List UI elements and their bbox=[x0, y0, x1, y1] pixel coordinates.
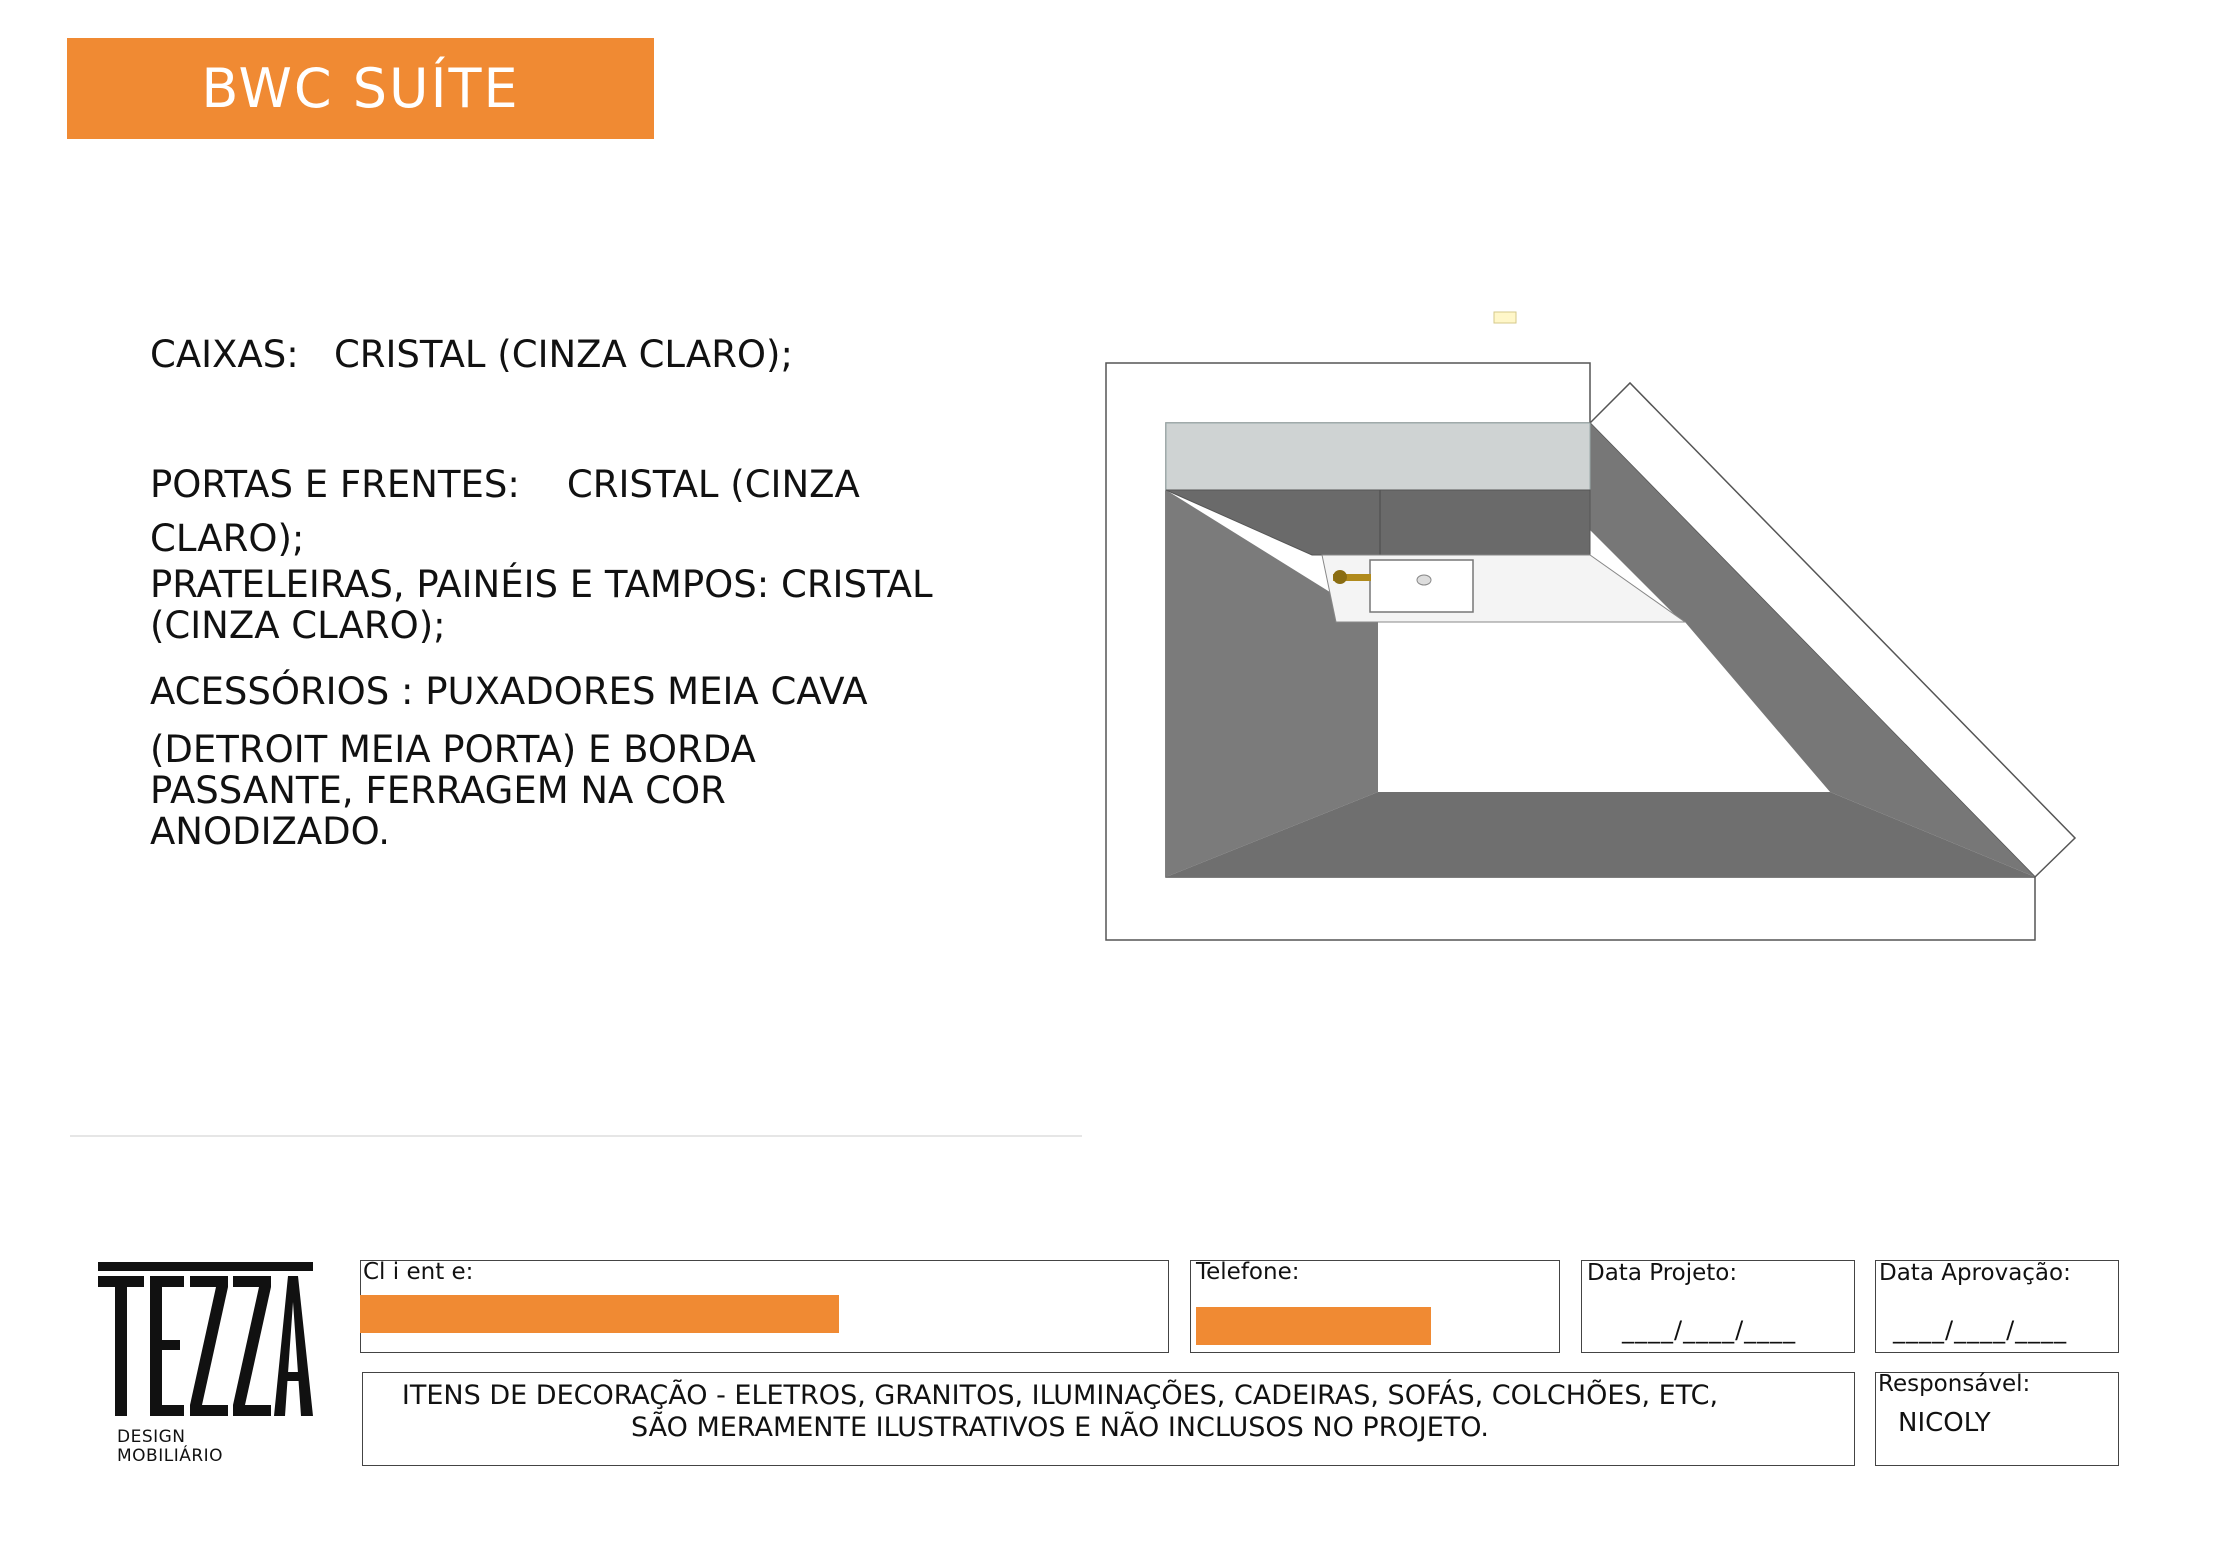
data-projeto-value: ____/____/____ bbox=[1622, 1316, 1797, 1344]
spec-caixas: CAIXAS: CRISTAL (CINZA CLARO); bbox=[150, 333, 793, 376]
spec-prateleiras-line-2: (CINZA CLARO); bbox=[150, 604, 446, 647]
telefone-redaction bbox=[1196, 1307, 1431, 1345]
cliente-label: Cl i ent e: bbox=[363, 1259, 474, 1285]
render-sink-basin bbox=[1370, 560, 1473, 612]
render-cabinet-top bbox=[1166, 423, 1590, 490]
render-drain bbox=[1417, 575, 1431, 585]
spec-acessorios-line-2: (DETROIT MEIA PORTA) E BORDA bbox=[150, 728, 756, 771]
data-projeto-label: Data Projeto: bbox=[1587, 1260, 1738, 1286]
spec-prateleiras-line-1: PRATELEIRAS, PAINÉIS E TAMPOS: CRISTAL bbox=[150, 563, 933, 606]
section-divider bbox=[70, 1135, 1082, 1137]
disclaimer-line-1: ITENS DE DECORAÇÃO - ELETROS, GRANITOS, ILUMINAÇÕES, CADEIRAS, SOFÁS, COLCHÕES, ETC, bbox=[401, 1380, 1719, 1411]
responsavel-label: Responsável: bbox=[1878, 1371, 2031, 1397]
spec-acessorios-line-3: PASSANTE, FERRAGEM NA COR bbox=[150, 769, 726, 812]
spec-portas-line-2: CLARO); bbox=[150, 517, 305, 560]
data-aprovacao-value: ____/____/____ bbox=[1893, 1316, 2068, 1344]
page-title: BWC SUÍTE bbox=[67, 38, 654, 139]
data-aprovacao-label: Data Aprovação: bbox=[1879, 1260, 2071, 1286]
logo-subtitle-mobiliario: MOBILIÁRIO bbox=[117, 1446, 224, 1466]
spec-acessorios-line-1: ACESSÓRIOS : PUXADORES MEIA CAVA bbox=[150, 670, 868, 713]
tezza-logo bbox=[98, 1262, 313, 1420]
cliente-redaction bbox=[360, 1295, 839, 1333]
disclaimer-line-2: SÃO MERAMENTE ILUSTRATIVOS E NÃO INCLUSOS NO PROJETO. bbox=[630, 1412, 1489, 1443]
telefone-label: Telefone: bbox=[1196, 1259, 1300, 1285]
spec-portas-line-1: PORTAS E FRENTES: CRISTAL (CINZA bbox=[150, 463, 860, 506]
responsavel-value: NICOLY bbox=[1898, 1408, 1991, 1438]
logo-subtitle-design: DESIGN bbox=[117, 1427, 186, 1447]
render-light-fixture bbox=[1494, 312, 1516, 323]
bathroom-render-image bbox=[1100, 300, 2090, 960]
spec-acessorios-line-4: ANODIZADO. bbox=[150, 810, 391, 853]
